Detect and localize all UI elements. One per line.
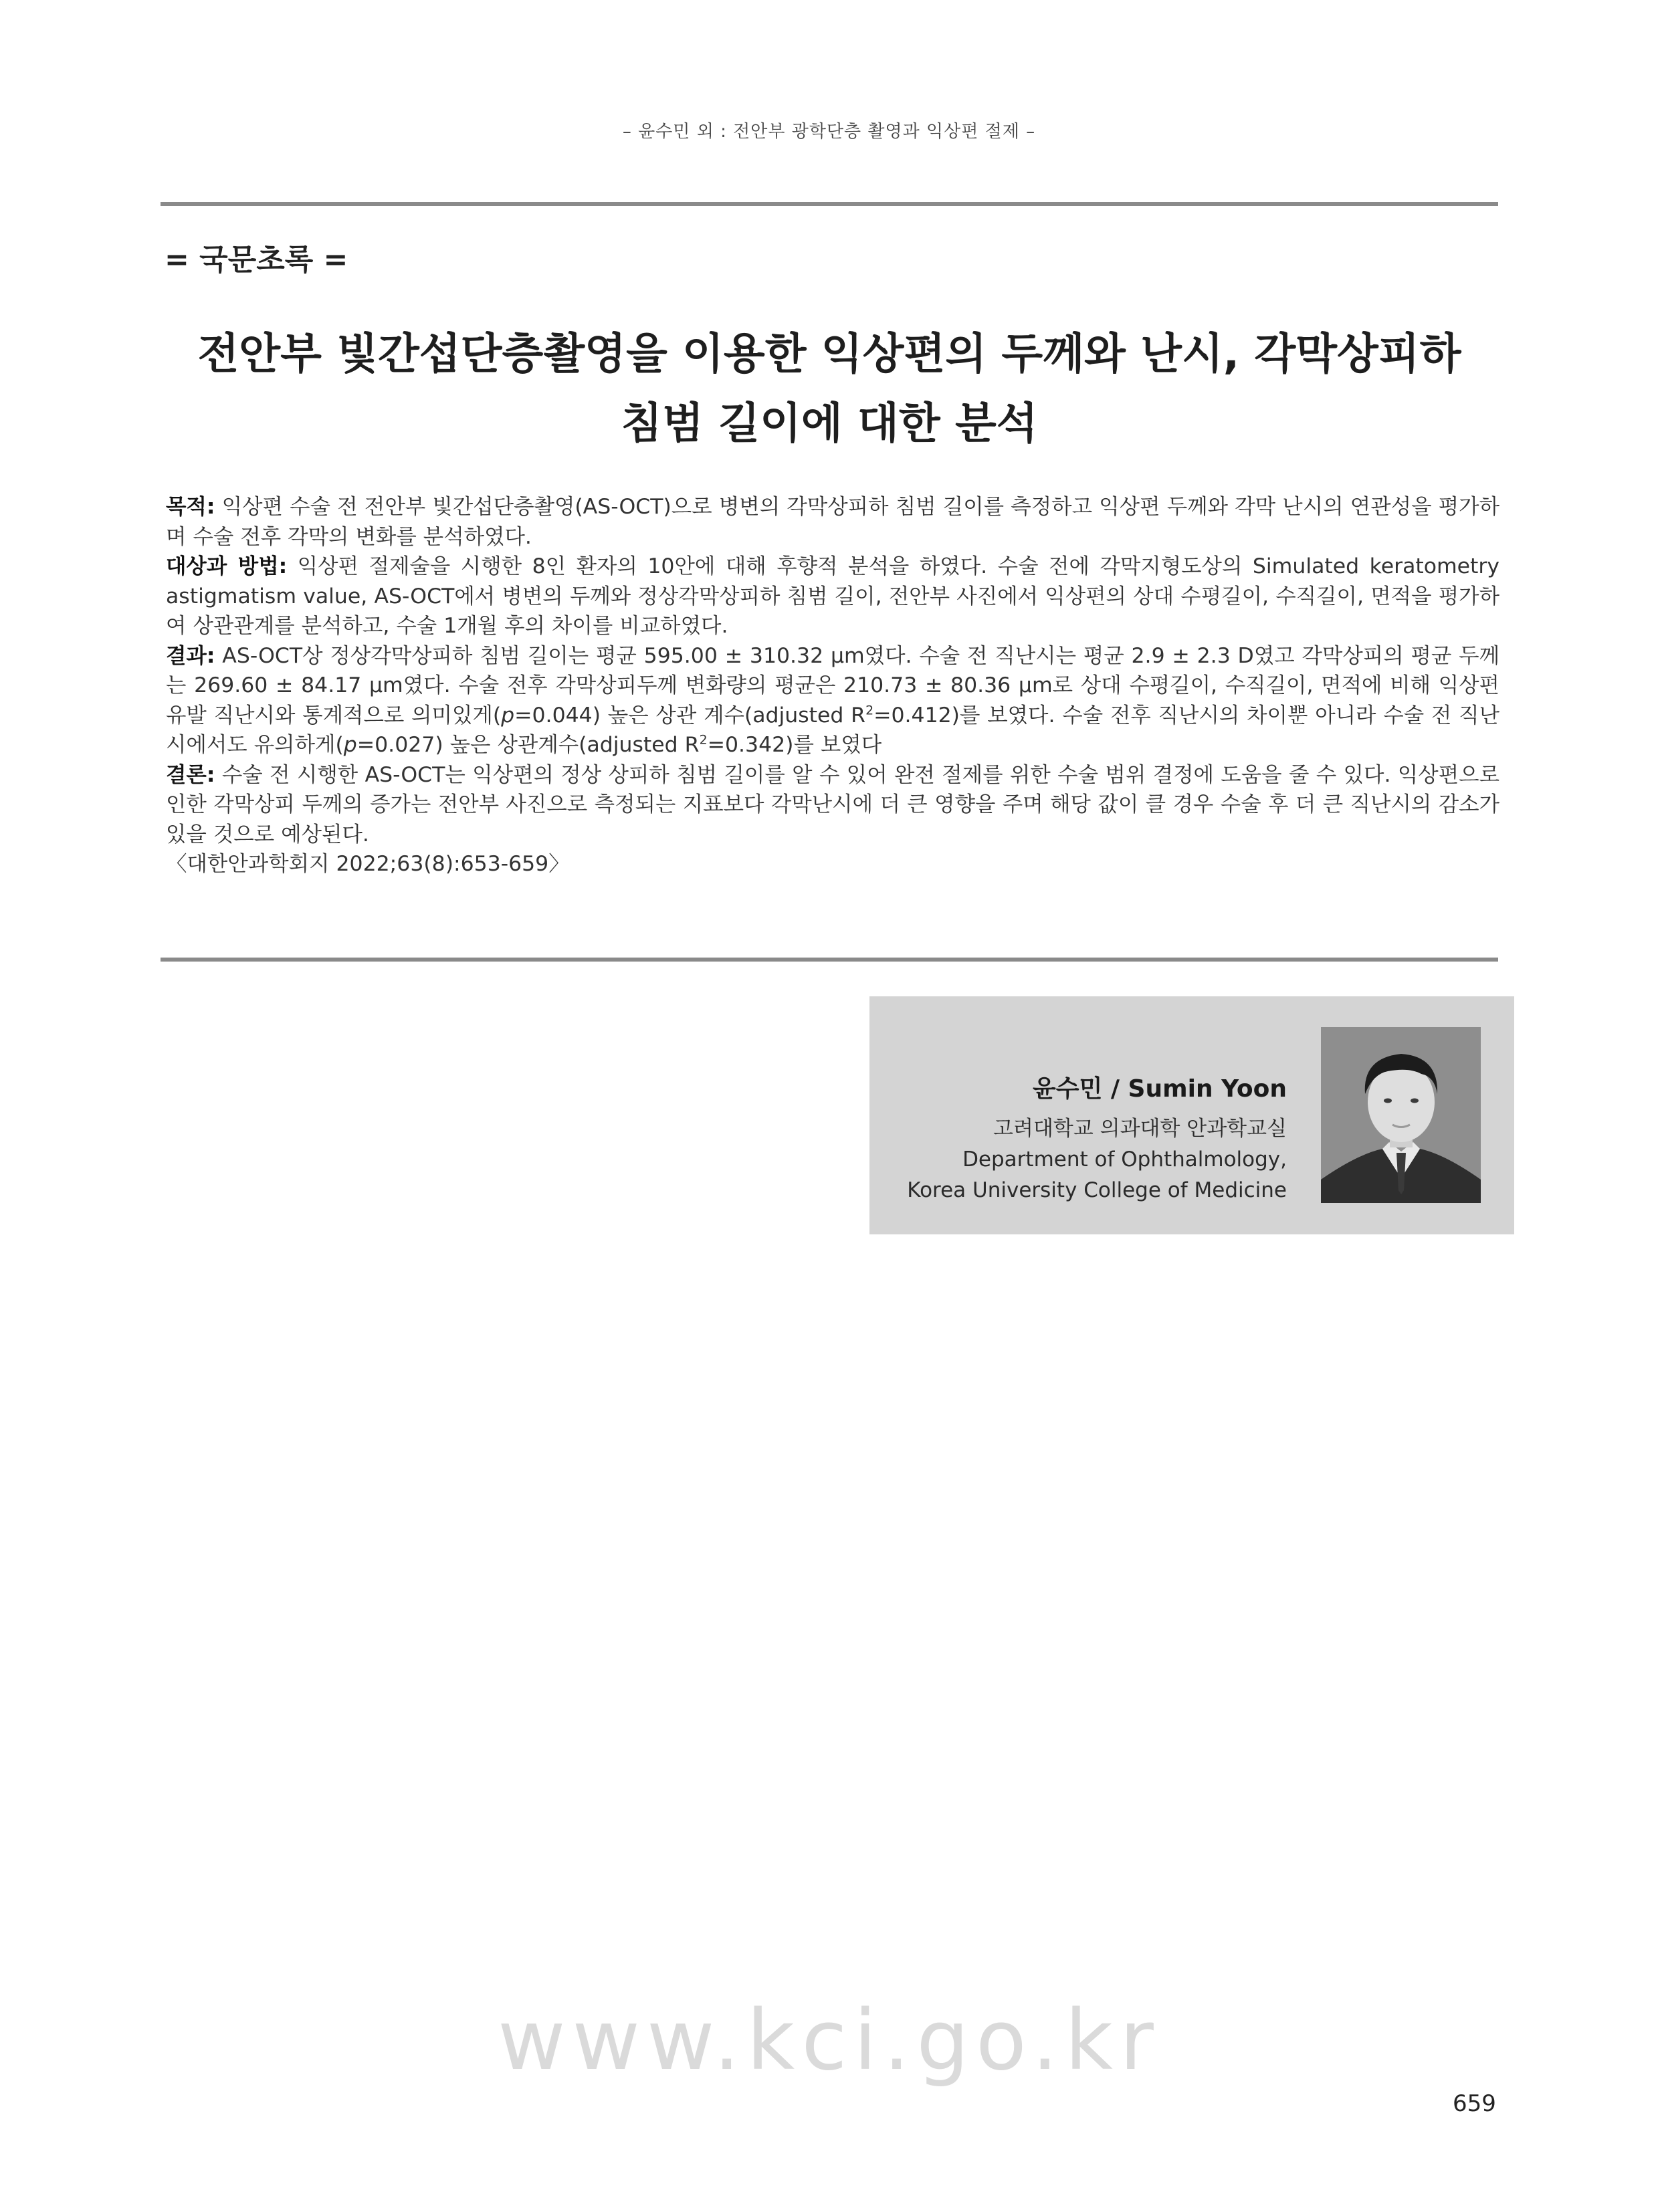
section-label: = 국문초록 =: [165, 243, 348, 277]
conclusion-label: 결론:: [166, 762, 215, 787]
methods-label: 대상과 방법:: [166, 554, 288, 578]
p-value-symbol: p: [343, 733, 357, 757]
results-text-3: =0.412)를 보였다. 수술 전후 직난시의 차이뿐 아니라 수술 전 직난시에서도 유의하게(: [166, 703, 1500, 757]
conclusion-text: 수술 전 시행한 AS-OCT는 익상편의 정상 상피하 침범 길이를 알 수 있어 완전 절제를 위한 수술 범위 결정에 도움을 줄 수 있다. 익상편으로 인한 각막상피 두께의 증가는 전안부 사진으로 측정되는 지표보다 각막난시에 더 큰 영향을 주며 해당 값이 클 경우 수술 후 더 큰 직난시의 감소가 있을 것으로 예상된다.: [166, 762, 1500, 847]
watermark: www.kci.go.kr: [498, 1993, 1160, 2089]
bottom-divider: [161, 958, 1498, 962]
author-portrait-icon: [1321, 1027, 1481, 1203]
author-box: [869, 996, 1514, 1234]
author-name: 윤수민 / Sumin Yoon: [1033, 1075, 1287, 1103]
author-info: [859, 1070, 1287, 1206]
article-title: [161, 320, 1498, 459]
author-affiliation-ko: 고려대학교 의과대학 안과학교실: [993, 1117, 1287, 1141]
author-affiliation-en-2: Korea University College of Medicine: [907, 1178, 1287, 1202]
r-squared-superscript: 2: [699, 732, 708, 748]
r-squared-superscript: 2: [865, 703, 874, 717]
abstract-results: [166, 641, 1499, 760]
page-number: 659: [1453, 2090, 1496, 2117]
results-text-2: =0.044) 높은 상관 계수(adjusted R: [514, 703, 866, 728]
abstract-methods: [166, 552, 1499, 641]
author-affiliation-en-1: Department of Ophthalmology,: [962, 1147, 1287, 1172]
purpose-label: 목적:: [166, 495, 215, 519]
results-text-4: =0.027) 높은 상관계수(adjusted R: [356, 733, 700, 757]
results-label: 결과:: [166, 643, 215, 668]
abstract-conclusion: [166, 760, 1499, 850]
abstract-purpose: [166, 492, 1499, 552]
top-divider: [161, 202, 1498, 206]
title-line-2: 침범 길이에 대한 분석: [621, 399, 1038, 449]
korean-abstract: [166, 492, 1499, 879]
purpose-text: 익상편 수술 전 전안부 빛간섭단층촬영(AS-OCT)으로 병변의 각막상피하 침범 길이를 측정하고 익상편 두께와 각막 난시의 연관성을 평가하며 수술 전후 각막의 변화를 분석하였다.: [166, 495, 1499, 549]
author-photo: [1321, 1027, 1481, 1203]
p-value-symbol: p: [501, 703, 515, 728]
results-text-5: =0.342)를 보였다: [707, 733, 882, 757]
results-text-1: AS-OCT상 정상각막상피하 침범 길이는 평균 595.00 ± 310.32 μm였다. 수술 전 직난시는 평균 2.9 ± 2.3 D였고 각막상피의 평균 두께는 269.60 ± 84.17 μm였다. 수술 전후 각막상피두께 변화량의 평균은 210.73 ± 80.36 μm로 상대 수평길이, 수직길이, 면적에 비해 익상편 유발 직난시와 통계적으로 의미있게(: [166, 643, 1499, 728]
title-line-1: 전안부 빛간섭단층촬영을 이용한 익상편의 두께와 난시, 각막상피하: [197, 330, 1461, 379]
methods-text: 익상편 절제술을 시행한 8인 환자의 10안에 대해 후향적 분석을 하였다. 수술 전에 각막지형도상의 Simulated keratometry astigmatism value, AS-OCT에서 병변의 두께와 정상각막상피하 침범 길이, 전안부 사진에서 익상편의 상대 수평길이, 수직길이, 면적을 평가하여 상관관계를 분석하고, 수술 1개월 후의 차이를 비교하였다.: [166, 554, 1500, 638]
journal-citation: 〈대한안과학회지 2022;63(8):653-659〉: [166, 852, 570, 876]
running-head: – 윤수민 외 : 전안부 광학단층 촬영과 익상편 절제 –: [622, 122, 1036, 142]
